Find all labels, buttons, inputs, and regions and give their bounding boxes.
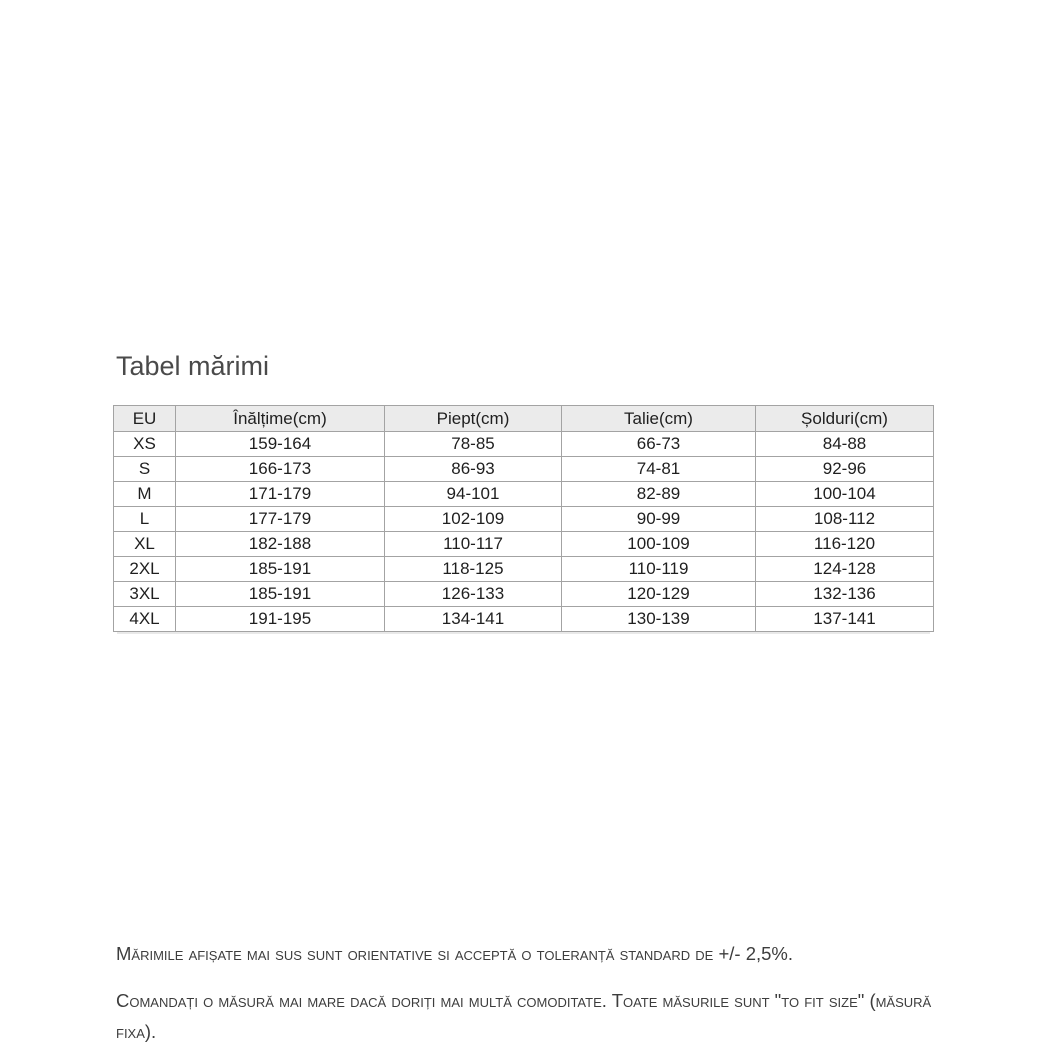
cell-size: XS [114, 432, 176, 457]
cell-height: 171-179 [176, 482, 385, 507]
cell-waist: 100-109 [562, 532, 756, 557]
cell-size: 2XL [114, 557, 176, 582]
column-header-chest: Piept(cm) [385, 406, 562, 432]
cell-waist: 74-81 [562, 457, 756, 482]
cell-height: 182-188 [176, 532, 385, 557]
cell-chest: 118-125 [385, 557, 562, 582]
cell-waist: 90-99 [562, 507, 756, 532]
cell-size: 4XL [114, 607, 176, 632]
cell-chest: 126-133 [385, 582, 562, 607]
cell-hips: 137-141 [756, 607, 934, 632]
column-header-hips: Șolduri(cm) [756, 406, 934, 432]
cell-hips: 92-96 [756, 457, 934, 482]
page-title: Tabel mărimi [116, 351, 270, 381]
table-row-4xl [114, 607, 934, 632]
cell-size: S [114, 457, 176, 482]
column-header-eu: EU [114, 406, 176, 432]
size-table [113, 405, 934, 632]
cell-chest: 86-93 [385, 457, 562, 482]
column-header-height: Înălțime(cm) [176, 406, 385, 432]
cell-chest: 134-141 [385, 607, 562, 632]
cell-waist: 82-89 [562, 482, 756, 507]
cell-height: 159-164 [176, 432, 385, 457]
cell-height: 177-179 [176, 507, 385, 532]
cell-waist: 66-73 [562, 432, 756, 457]
table-row-2xl [114, 557, 934, 582]
cell-height: 191-195 [176, 607, 385, 632]
column-header-waist: Talie(cm) [562, 406, 756, 432]
cell-hips: 132-136 [756, 582, 934, 607]
header-row [114, 406, 934, 432]
cell-hips: 100-104 [756, 482, 934, 507]
cell-chest: 94-101 [385, 482, 562, 507]
cell-waist: 110-119 [562, 557, 756, 582]
cell-waist: 130-139 [562, 607, 756, 632]
table-row-l [114, 507, 934, 532]
cell-size: L [114, 507, 176, 532]
cell-chest: 78-85 [385, 432, 562, 457]
cell-hips: 108-112 [756, 507, 934, 532]
table-row-s [114, 457, 934, 482]
tolerance-note: Mărimile afișate mai sus sunt orientative si acceptă o toleranță standard de +/- 2,5%. [116, 943, 794, 964]
cell-size: M [114, 482, 176, 507]
cell-size: XL [114, 532, 176, 557]
table-row-m [114, 482, 934, 507]
table-row-3xl [114, 582, 934, 607]
cell-height: 185-191 [176, 557, 385, 582]
cell-hips: 84-88 [756, 432, 934, 457]
cell-size: 3XL [114, 582, 176, 607]
cell-hips: 116-120 [756, 532, 934, 557]
cell-chest: 102-109 [385, 507, 562, 532]
table-row-xs [114, 432, 934, 457]
cell-hips: 124-128 [756, 557, 934, 582]
fit-note: Comandați o măsură mai mare dacă doriți mai multă comoditate. Toate măsurile sunt "to fit size" (măsură fixa). [116, 990, 932, 1042]
cell-height: 166-173 [176, 457, 385, 482]
cell-waist: 120-129 [562, 582, 756, 607]
cell-height: 185-191 [176, 582, 385, 607]
cell-chest: 110-117 [385, 532, 562, 557]
table-row-xl [114, 532, 934, 557]
